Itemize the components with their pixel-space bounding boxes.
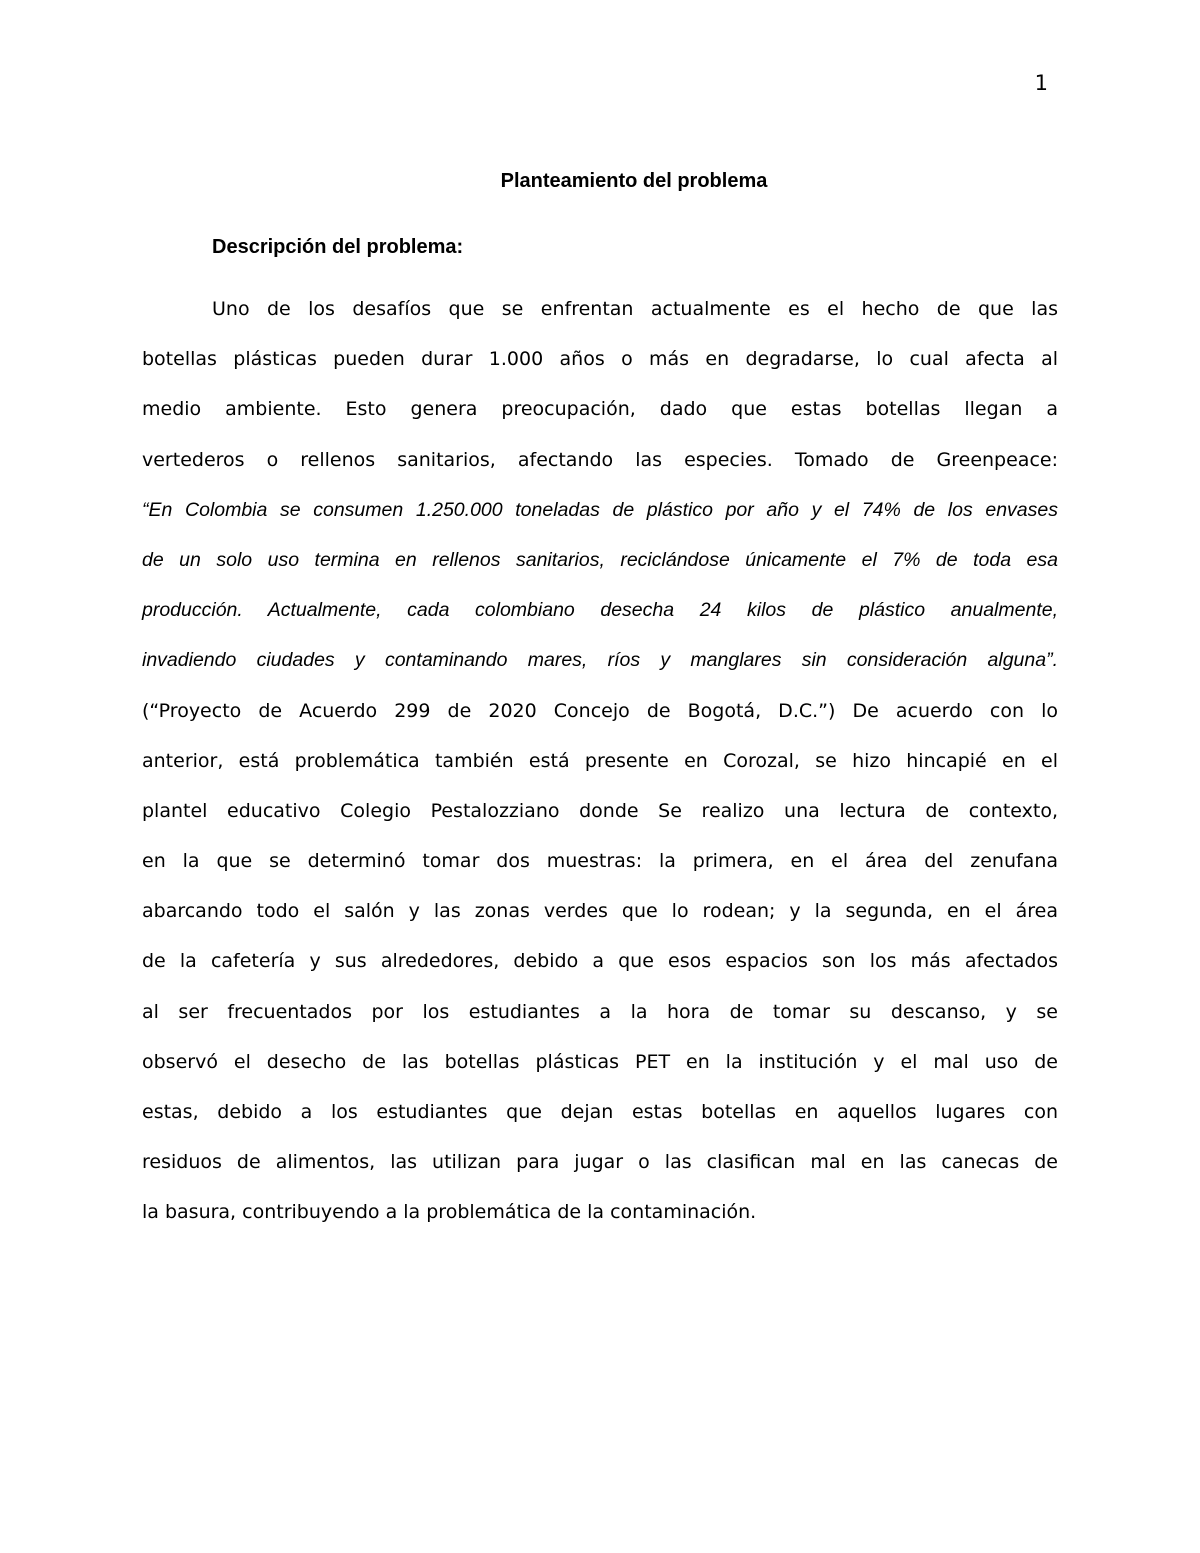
- quote-line: invadiendo ciudades y contaminando mares, ríos y manglares sin consideración alguna”.: [142, 649, 1058, 672]
- page-number: 1: [1034, 71, 1048, 95]
- paragraph-line: Uno de los desafíos que se enfrentan actualmente es el hecho de que las: [212, 298, 1058, 320]
- paragraph-line: medio ambiente. Esto genera preocupación, dado que estas botellas llegan a: [142, 398, 1058, 421]
- paragraph-line: la basura, contribuyendo a la problemática de la contaminación.: [142, 1201, 757, 1224]
- paragraph-line: al ser frecuentados por los estudiantes a la hora de tomar su descanso, y se: [142, 1000, 1058, 1023]
- paragraph-line: anterior, está problemática también está presente en Corozal, se hizo hincapié en el: [142, 749, 1058, 772]
- section-heading: Descripción del problema:: [212, 236, 464, 258]
- paragraph-line: vertederos o rellenos sanitarios, afectando las especies. Tomado de Greenpeace:: [142, 448, 1058, 471]
- paragraph-line: (“Proyecto de Acuerdo 299 de 2020 Concejo de Bogotá, D.C.”) De acuerdo con lo: [142, 699, 1058, 722]
- paragraph-line: observó el desecho de las botellas plásticas PET en la institución y el mal uso de: [142, 1050, 1058, 1073]
- quote-line: de un solo uso termina en rellenos sanitarios, reciclándose únicamente el 7% de toda esa: [142, 548, 1058, 571]
- quote-line: producción. Actualmente, cada colombiano desecha 24 kilos de plástico anualmente,: [142, 599, 1058, 622]
- body-paragraph: [142, 284, 1058, 1238]
- paragraph-line: plantel educativo Colegio Pestalozziano donde Se realizo una lectura de contexto,: [142, 799, 1058, 822]
- document-title: Planteamiento del problema: [500, 170, 768, 192]
- paragraph-line: abarcando todo el salón y las zonas verdes que lo rodean; y la segunda, en el área: [142, 900, 1058, 923]
- quote-line: “En Colombia se consumen 1.250.000 toneladas de plástico por año y el 74% de los envases: [142, 498, 1058, 521]
- paragraph-line: botellas plásticas pueden durar 1.000 años o más en degradarse, lo cual afecta al: [142, 348, 1058, 371]
- paragraph-line: de la cafetería y sus alrededores, debido a que esos espacios son los más afectados: [142, 950, 1058, 973]
- paragraph-line: residuos de alimentos, las utilizan para jugar o las clasifican mal en las canecas de: [142, 1151, 1058, 1174]
- paragraph-line: estas, debido a los estudiantes que dejan estas botellas en aquellos lugares con: [142, 1101, 1058, 1123]
- paragraph-line: en la que se determinó tomar dos muestras: la primera, en el área del zenufana: [142, 850, 1058, 873]
